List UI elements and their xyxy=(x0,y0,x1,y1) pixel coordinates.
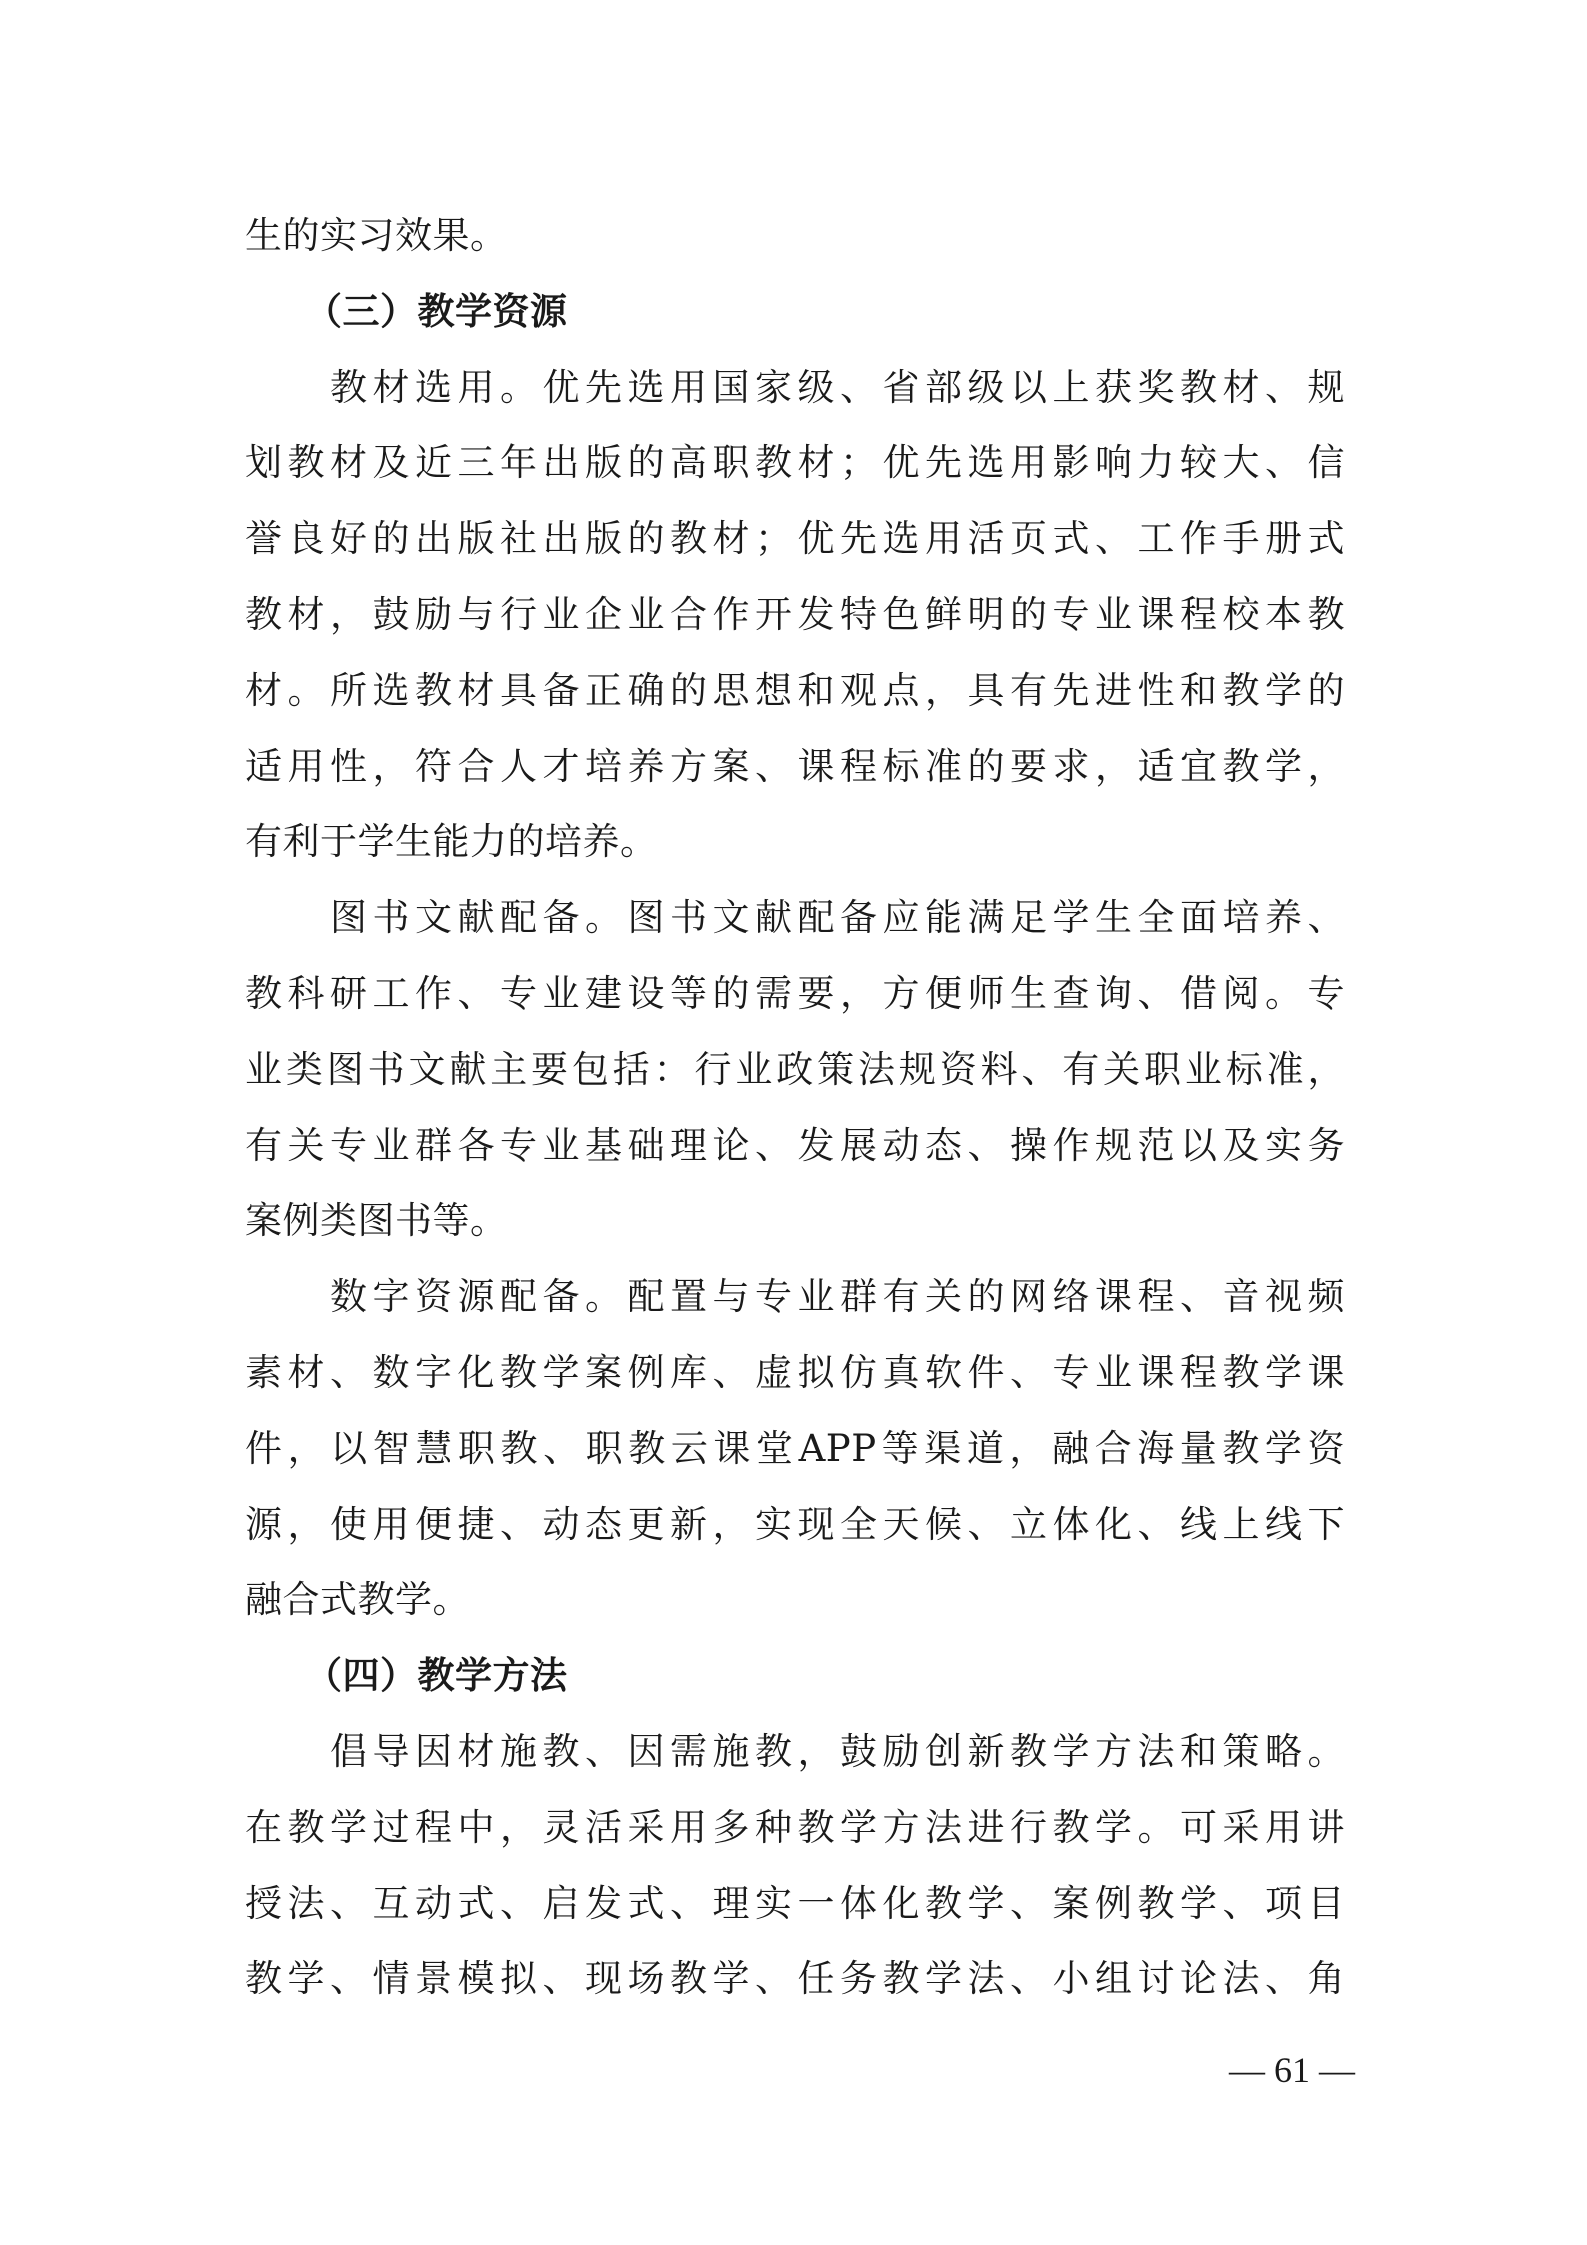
text-line: 源，使用便捷、动态更新，实现全天候、立体化、线上线下 xyxy=(245,1502,1345,1546)
text-line: 图书文献配备。图书文献配备应能满足学生全面培养、 xyxy=(245,896,1345,940)
text-line: 在教学过程中，灵活采用多种教学方法进行教学。可采用讲 xyxy=(245,1805,1345,1849)
text-line: 教材，鼓励与行业企业合作开发特色鲜明的专业课程校本教 xyxy=(245,592,1345,636)
text-line: 素材、数字化教学案例库、虚拟仿真软件、专业课程教学课 xyxy=(245,1350,1345,1394)
page-number: — 61 — xyxy=(1229,2050,1355,2090)
text-line: 适用性，符合人才培养方案、课程标准的要求，适宜教学， xyxy=(245,744,1345,788)
text-line: 生的实习效果。 xyxy=(245,214,508,257)
text-line: 融合式教学。 xyxy=(245,1578,470,1622)
text-line: 誉良好的出版社出版的教材；优先选用活页式、工作手册式 xyxy=(245,517,1345,561)
text-line: 教学、情景模拟、现场教学、任务教学法、小组讨论法、角 xyxy=(245,1957,1345,2001)
text-line: 教科研工作、专业建设等的需要，方便师生查询、借阅。专 xyxy=(245,971,1345,1015)
text-line: 有关专业群各专业基础理论、发展动态、操作规范以及实务 xyxy=(245,1123,1345,1167)
text-line: 划教材及近三年出版的高职教材；优先选用影响力较大、信 xyxy=(245,441,1345,485)
text-line: 件，以智慧职教、职教云课堂APP等渠道，融合海量教学资 xyxy=(245,1426,1345,1470)
section-heading: （四）教学方法 xyxy=(305,1653,568,1698)
body-text xyxy=(245,198,1345,2017)
text-line: 倡导因材施教、因需施教，鼓励创新教学方法和策略。 xyxy=(245,1729,1345,1773)
text-line: 业类图书文献主要包括：行业政策法规资料、有关职业标准， xyxy=(245,1047,1345,1091)
section-heading: （三）教学资源 xyxy=(305,288,568,333)
text-line: 授法、互动式、启发式、理实一体化教学、案例教学、项目 xyxy=(245,1881,1345,1925)
text-line: 材。所选教材具备正确的思想和观点，具有先进性和教学的 xyxy=(245,668,1345,712)
text-line: 案例类图书等。 xyxy=(245,1199,508,1243)
text-line: 有利于学生能力的培养。 xyxy=(245,820,658,864)
text-line: 教材选用。优先选用国家级、省部级以上获奖教材、规 xyxy=(245,365,1345,409)
text-line: 数字资源配备。配置与专业群有关的网络课程、音视频 xyxy=(245,1275,1345,1319)
